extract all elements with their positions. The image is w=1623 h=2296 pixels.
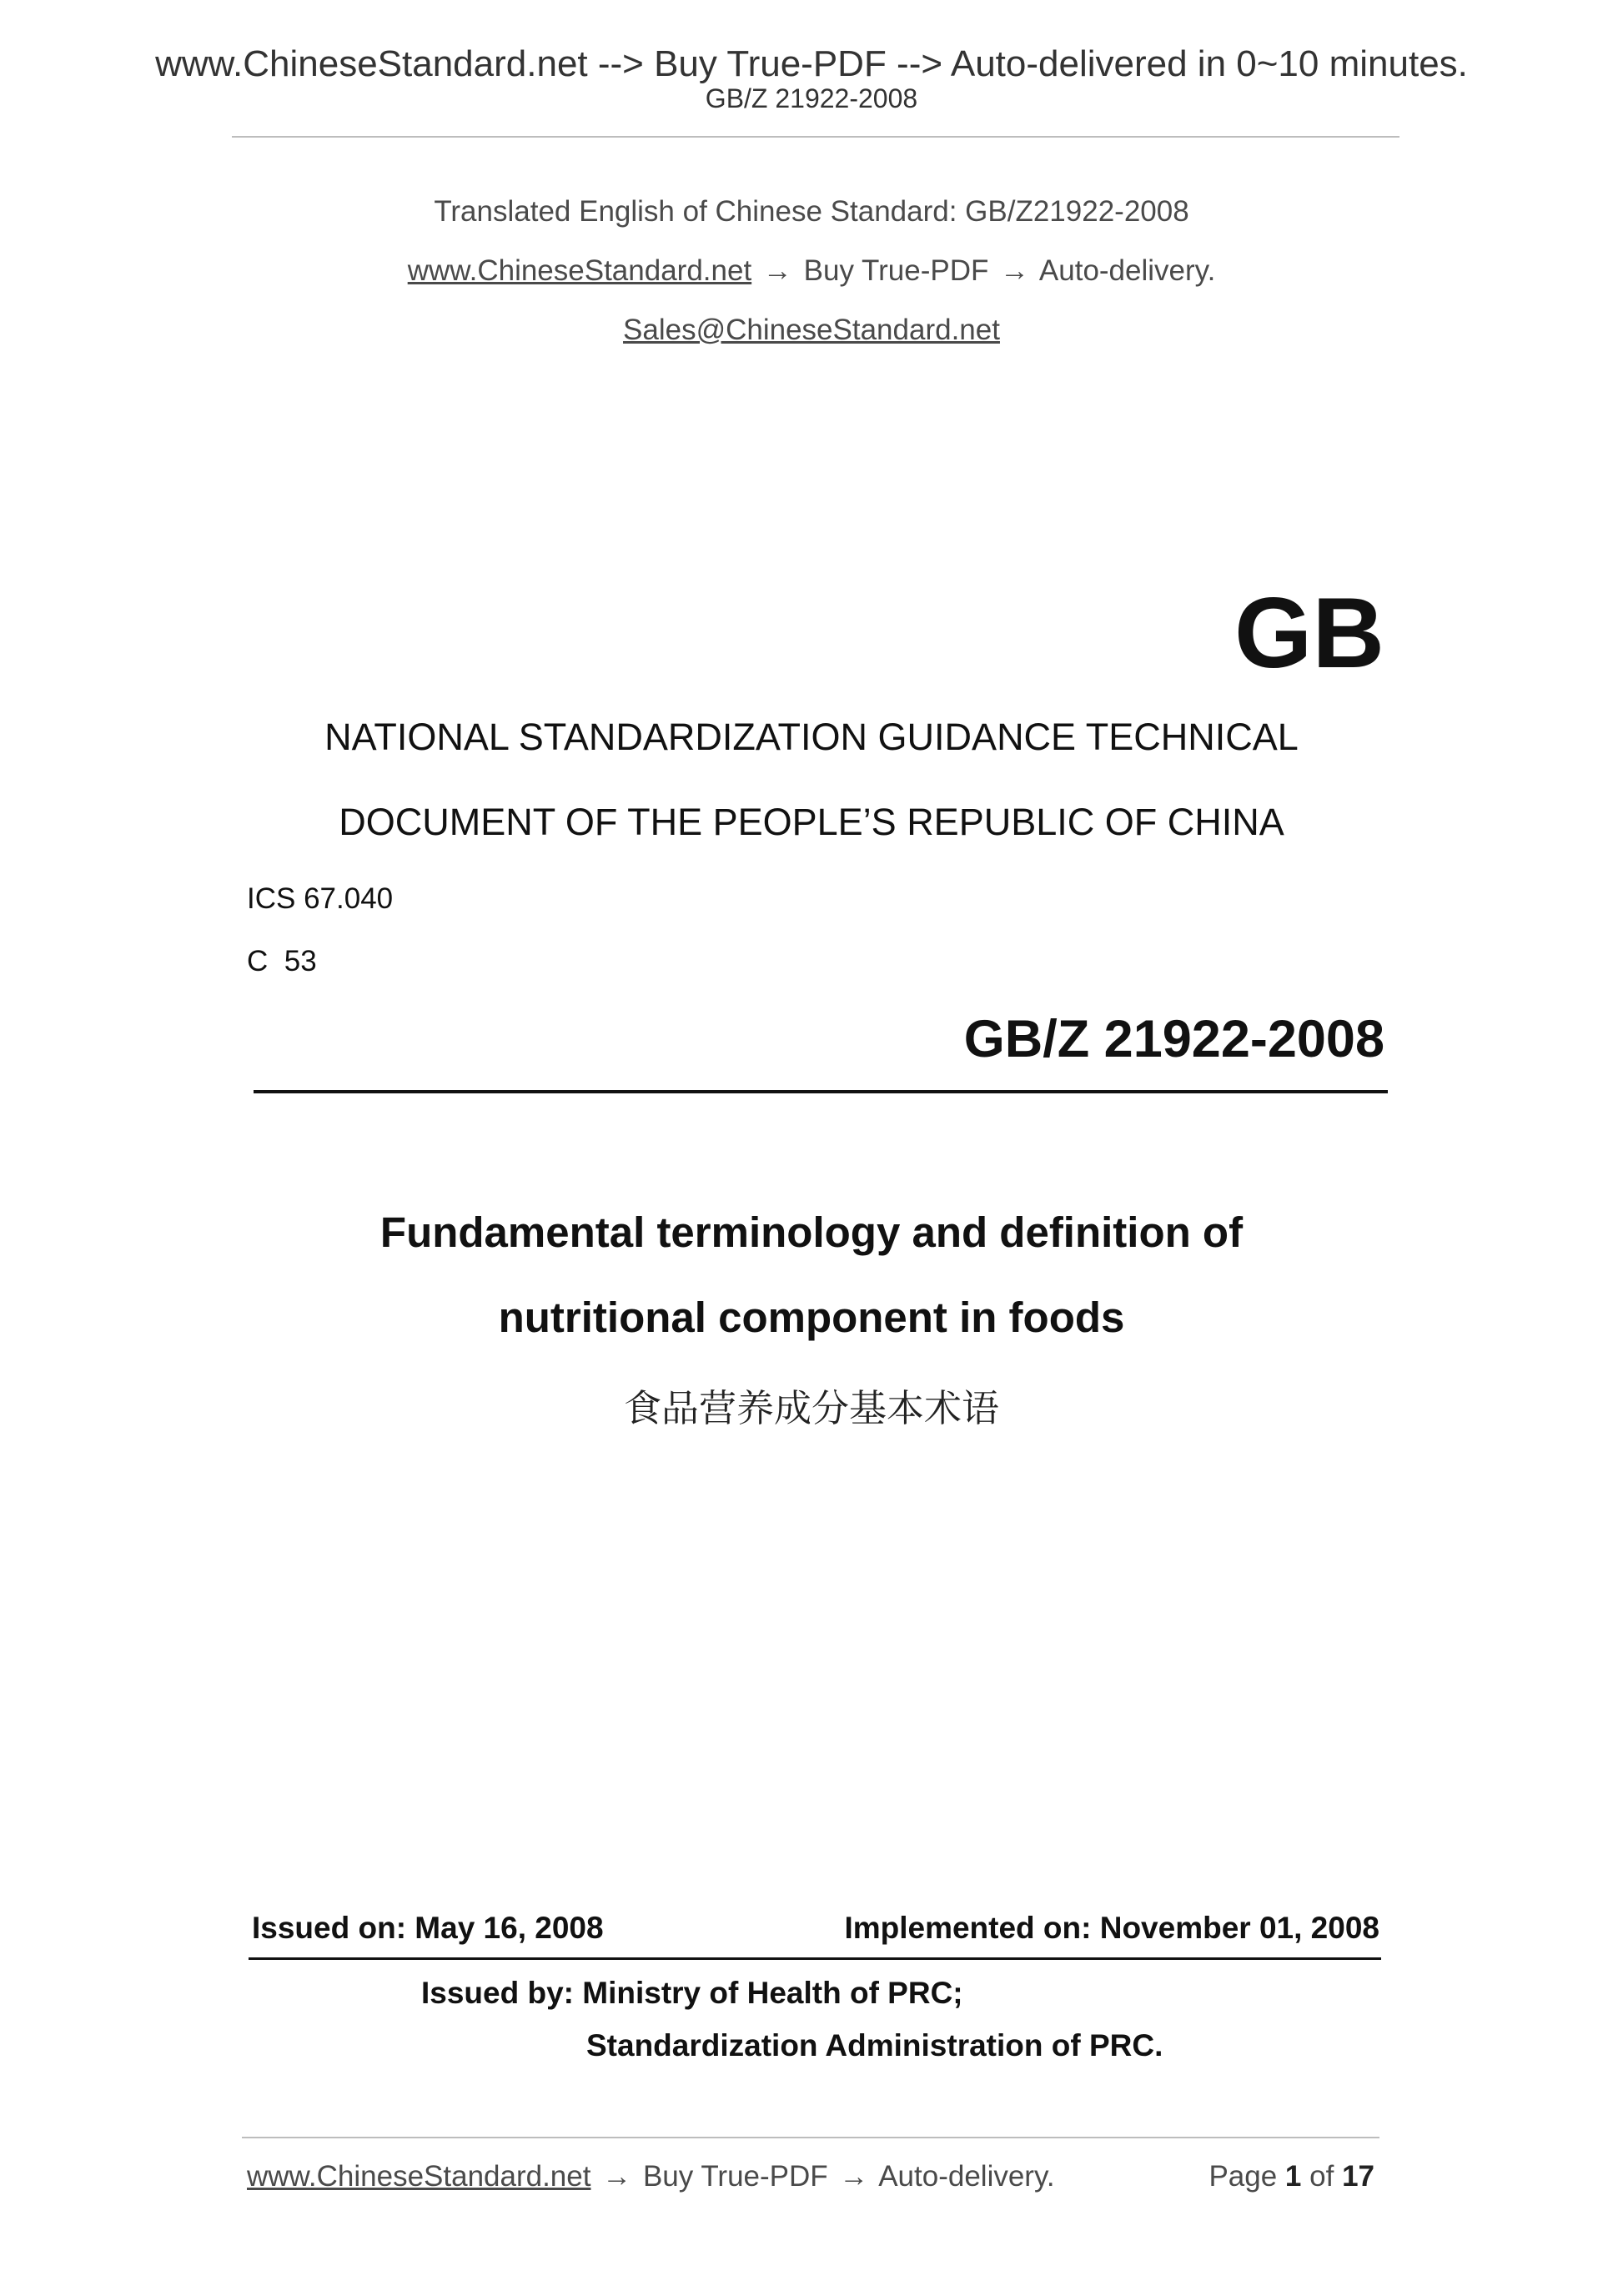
title-divider bbox=[254, 1090, 1388, 1093]
footer-promo bbox=[247, 2160, 1055, 2193]
footer-buy-text: Buy True-PDF bbox=[642, 2160, 828, 2193]
auto-delivery-text: Auto-delivery. bbox=[1038, 254, 1216, 287]
document-title-line2: nutritional component in foods bbox=[498, 1294, 1125, 1341]
ics-code: ICS 67.040 bbox=[247, 882, 394, 915]
footer-delivery-text: Auto-delivery. bbox=[878, 2160, 1055, 2193]
arrow-right-icon: → bbox=[602, 2160, 632, 2193]
issuing-document-type-line1: NATIONAL STANDARDIZATION GUIDANCE TECHNICAL bbox=[324, 716, 1299, 758]
implemented-on-date: Implemented on: November 01, 2008 bbox=[844, 1911, 1379, 1945]
buy-true-pdf-text: Buy True-PDF bbox=[803, 254, 989, 287]
sales-email-line bbox=[0, 314, 1623, 347]
issued-on-date: Issued on: May 16, 2008 bbox=[252, 1911, 604, 1945]
of-label: of bbox=[1309, 2160, 1334, 2193]
sales-email-link[interactable]: Sales@ChineseStandard.net bbox=[623, 314, 1000, 346]
translation-line: Translated English of Chinese Standard: GB/Z21922-2008 bbox=[434, 195, 1189, 228]
page-current: 1 bbox=[1284, 2160, 1302, 2193]
arrow-right-icon: → bbox=[1000, 254, 1030, 287]
footer-site-link[interactable]: www.ChineseStandard.net bbox=[247, 2160, 591, 2193]
issued-by-line1: Issued by: Ministry of Health of PRC; bbox=[421, 1976, 963, 2010]
header-standard-code: GB/Z 21922-2008 bbox=[705, 83, 918, 113]
document-title-line1: Fundamental terminology and definition of bbox=[379, 1208, 1244, 1256]
ccs-code: C 53 bbox=[247, 945, 317, 977]
header-divider bbox=[232, 136, 1399, 138]
arrow-right-icon: → bbox=[839, 2160, 869, 2193]
issued-by-line2: Standardization Administration of PRC. bbox=[586, 2028, 1163, 2062]
standard-number: GB/Z 21922-2008 bbox=[963, 1010, 1384, 1068]
footer-divider bbox=[242, 2137, 1379, 2138]
page-label: Page bbox=[1208, 2160, 1278, 2193]
site-link[interactable]: www.ChineseStandard.net bbox=[407, 254, 752, 287]
gb-mark: GB bbox=[1234, 577, 1384, 689]
promo-line bbox=[0, 254, 1623, 288]
top-banner: www.ChineseStandard.net --> Buy True-PDF --> Auto-delivered in 0~10 minutes. bbox=[155, 43, 1468, 84]
page-indicator bbox=[1208, 2160, 1374, 2193]
arrow-right-icon: → bbox=[762, 254, 792, 287]
issuing-document-type-line2: DOCUMENT OF THE PEOPLE’S REPUBLIC OF CHINA bbox=[339, 801, 1284, 843]
dates-divider bbox=[249, 1957, 1381, 1960]
document-title-chinese: 食品营养成分基本术语 bbox=[623, 1386, 999, 1430]
page-total: 17 bbox=[1342, 2160, 1374, 2193]
